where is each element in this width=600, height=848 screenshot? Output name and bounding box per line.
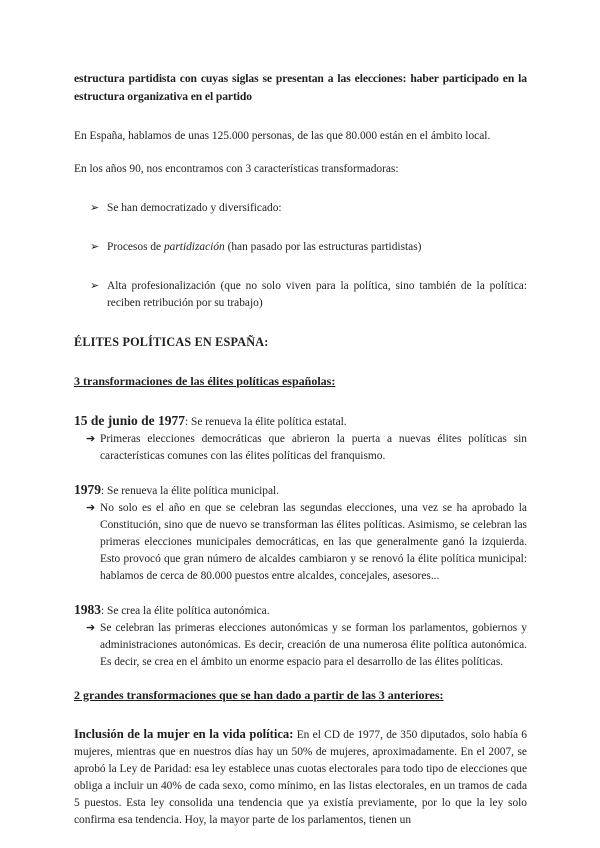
bullet-arrow-icon: ➢ <box>90 202 100 214</box>
subheading-2-transformaciones: 2 grandes transformaciones que se han dado a partir de las 3 anteriores: <box>74 688 444 702</box>
bullet-arrow-icon: ➢ <box>90 241 100 253</box>
arrow-icon: ➔ <box>86 433 96 445</box>
date-label: 1979 <box>74 482 101 497</box>
document-page <box>74 70 527 829</box>
bullet-item <box>90 239 527 256</box>
lead-label: Inclusión de la mujer en la vida política: <box>74 727 294 741</box>
transformation-1983: 1983: Se crea la élite política autonómica. <box>74 602 270 617</box>
arrow-item <box>86 500 527 585</box>
arrow-text: Se celebran las primeras elecciones autonómicas y se forman los parlamentos, gobiernos y administraciones autonómicas. Es decir, creación de una numerosa élite política autonómica. Es decir, se crea en el ámbito un enorme espacio para el desarrollo de las élites políticas. <box>100 622 527 668</box>
intro-paragraph: estructura partidista con cuyas siglas se presentan a las elecciones: haber participado en la estructura organizativa en el partido <box>74 72 527 103</box>
date-label: 1983 <box>74 602 101 617</box>
arrow-text: No solo es el año en que se celebran las segundas elecciones, una vez se ha aprobado la Constitución, sino que de nuevo se transforman las élites políticas. Asimismo, se celebran las primeras elecciones municipales democráticas, en las que generalmente ganó la izquierda. Esto provocó que gran número de alcaldes cambiaron y se renovó la élite política municipal: hablamos de cerca de 80.000 puestos entre alcaldes, concejales, asesores... <box>100 502 527 582</box>
bullet-text: Procesos de partidización (han pasado por las estructuras partidistas) <box>107 241 422 253</box>
transformation-1979: 1979: Se renueva la élite política municipal. <box>74 482 280 497</box>
date-label: 15 de junio de 1977 <box>74 413 186 428</box>
subheading-3-transformaciones: 3 transformaciones de las élites políticas españolas: <box>74 374 336 388</box>
arrow-text: Primeras elecciones democráticas que abrieron la puerta a nuevas élites políticas sin características comunes con las élites políticas del franquismo. <box>100 433 527 462</box>
transformation-1977: 15 de junio de 1977: Se renueva la élite política estatal. <box>74 413 347 428</box>
arrow-item <box>86 620 527 671</box>
arrow-icon: ➔ <box>86 502 96 514</box>
bullet-item <box>90 200 527 217</box>
section-heading: ÉLITES POLÍTICAS EN ESPAÑA: <box>74 335 269 349</box>
bullet-item <box>90 278 527 312</box>
paragraph-anos-90: En los años 90, nos encontramos con 3 características transformadoras: <box>74 163 399 175</box>
bullet-text: Alta profesionalización (que no solo viven para la política, sino también de la política: reciben retribución por su trabajo) <box>107 280 527 309</box>
paragraph-espana: En España, hablamos de unas 125.000 personas, de las que 80.000 están en el ámbito local. <box>74 130 491 142</box>
bullet-text: Se han democratizado y diversificado: <box>107 202 282 214</box>
arrow-icon: ➔ <box>86 622 96 634</box>
bullet-arrow-icon: ➢ <box>90 280 100 292</box>
emphasis-term: partidización <box>163 241 225 253</box>
paragraph-mujer: Inclusión de la mujer en la vida política: En el CD de 1977, de 350 diputados, solo había 6 mujeres, mientras que en nuestros días hay un 50% de mujeres, aproximadamente. En el 2007, se aprobó la Ley de Paridad: esa ley establece unas cuotas electorales para todo tipo de elecciones que obliga a incluir un 40% de cada sexo, como mínimo, en las listas electorales, en un tramos de cada 5 puestos. Esta ley consolida una tendencia que ya existía previamente, por lo que la ley solo confirma esa tendencia. Hoy, la mayor parte de los parlamentos, tienen un <box>74 727 528 826</box>
arrow-item <box>86 431 527 465</box>
